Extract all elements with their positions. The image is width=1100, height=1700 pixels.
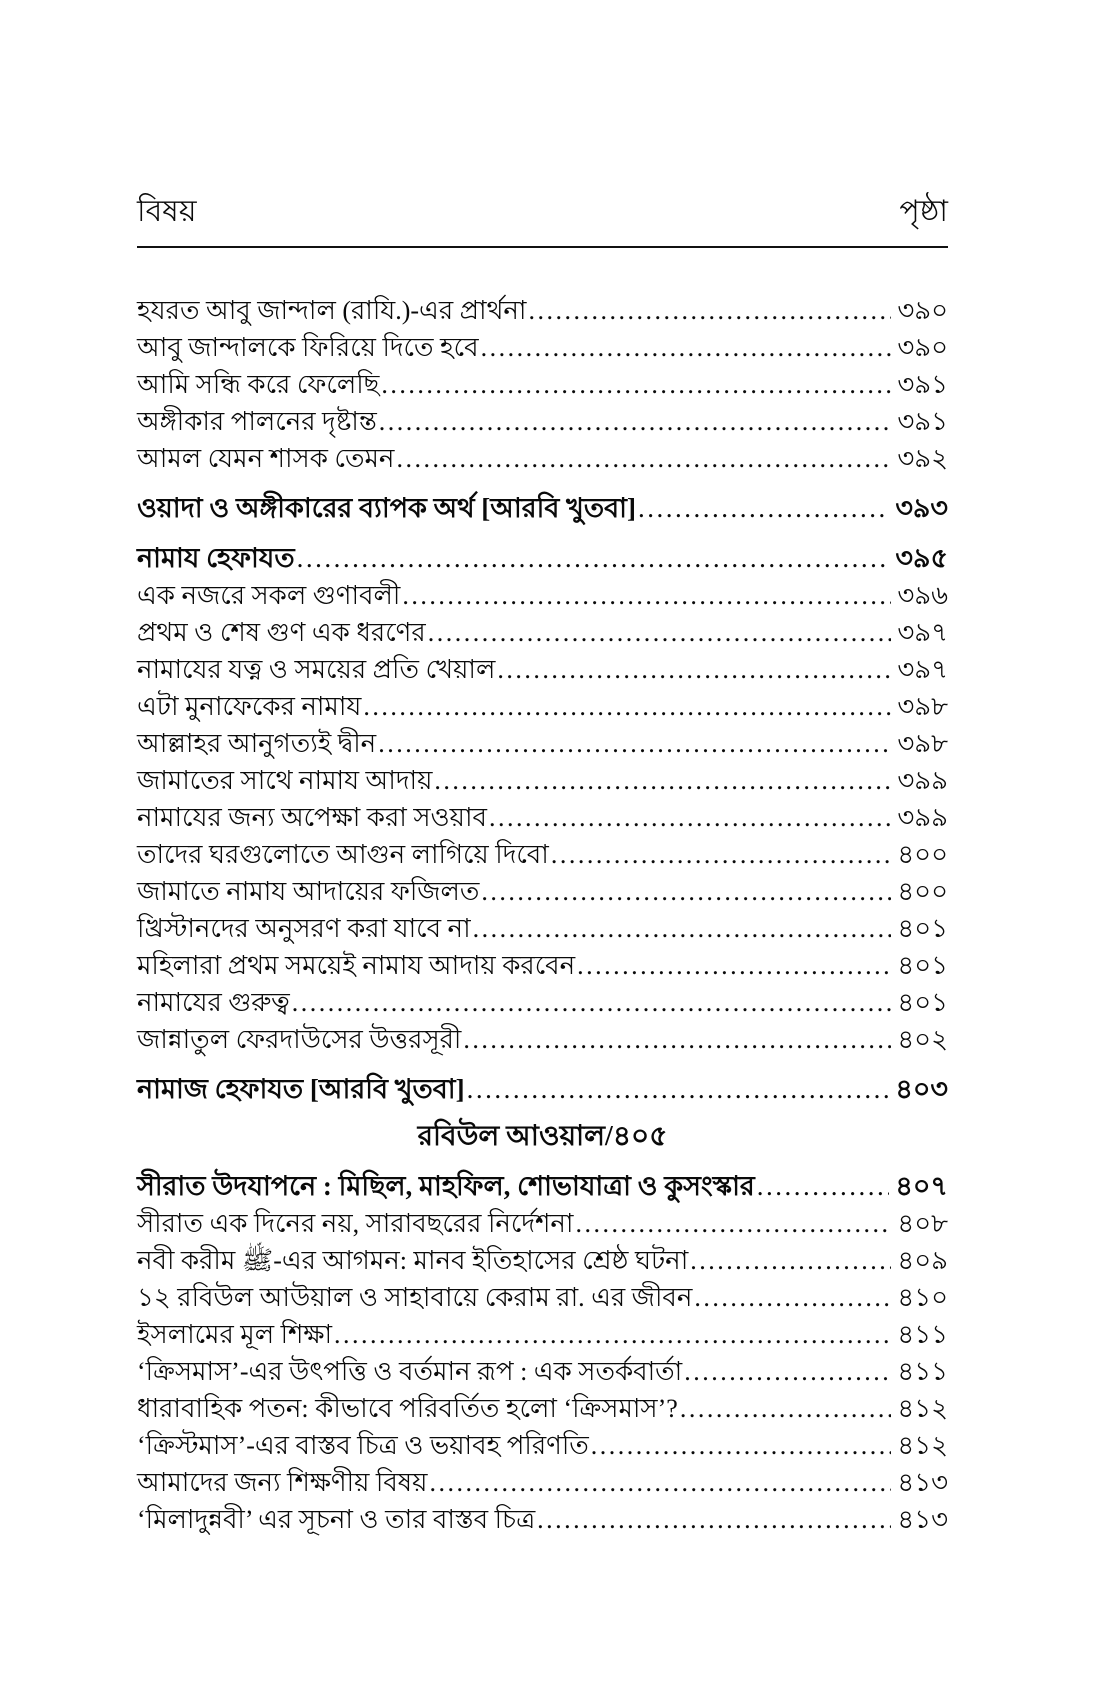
dot-leader bbox=[680, 1390, 892, 1427]
toc-entry bbox=[137, 1353, 948, 1390]
toc-entry bbox=[137, 1168, 948, 1205]
toc-entry bbox=[137, 984, 948, 1021]
toc-entry bbox=[137, 1021, 948, 1058]
toc-entry-page-number: ৪১১ bbox=[897, 1320, 948, 1349]
dot-leader bbox=[429, 1464, 891, 1501]
toc-entry-page-number: ৩৯৯ bbox=[897, 803, 948, 832]
toc-entry bbox=[137, 651, 948, 688]
dot-leader bbox=[591, 1427, 892, 1464]
toc-section-title: রবিউল আওয়াল/৪০৫ bbox=[417, 1121, 668, 1152]
dot-leader bbox=[334, 1316, 891, 1353]
dot-leader bbox=[690, 1242, 891, 1279]
dot-leader bbox=[473, 910, 892, 947]
toc-entry-title: নামাযের জন্য অপেক্ষা করা সওয়াব bbox=[137, 803, 487, 832]
toc-entry bbox=[137, 577, 948, 614]
toc-list bbox=[137, 292, 948, 1538]
toc-entry bbox=[137, 366, 948, 403]
toc-entry-page-number: ৩৯৬ bbox=[897, 581, 948, 610]
toc-entry bbox=[137, 329, 948, 366]
toc-entry-title: তাদের ঘরগুলোতে আগুন লাগিয়ে দিবো bbox=[137, 840, 549, 869]
toc-entry-title: জান্নাতুল ফেরদাউসের উত্তরসূরী bbox=[137, 1025, 462, 1054]
dot-leader bbox=[757, 1168, 890, 1205]
dot-leader bbox=[489, 799, 891, 836]
toc-entry-page-number: ৩৯৫ bbox=[895, 543, 948, 573]
toc-entry-page-number: ৩৯৮ bbox=[897, 692, 948, 721]
toc-entry bbox=[137, 688, 948, 725]
toc-entry bbox=[137, 873, 948, 910]
dot-leader bbox=[396, 440, 891, 477]
dot-leader bbox=[402, 577, 891, 614]
toc-entry bbox=[137, 292, 948, 329]
toc-entry-page-number: ৪১১ bbox=[897, 1357, 948, 1386]
toc-entry-page-number: ৩৯৩ bbox=[895, 493, 948, 523]
toc-entry bbox=[137, 1205, 948, 1242]
toc-entry-page-number: ৩৯০ bbox=[897, 296, 948, 325]
toc-entry-page-number: ৩৯২ bbox=[897, 444, 948, 473]
toc-entry bbox=[137, 836, 948, 873]
dot-leader bbox=[292, 984, 892, 1021]
toc-entry-page-number: ৩৯৯ bbox=[897, 766, 948, 795]
toc-entry-title: নবী করীম ﷺ-এর আগমন: মানব ইতিহাসের শ্রেষ্ঠ ঘটনা bbox=[137, 1246, 689, 1275]
toc-entry-page-number: ৪০৮ bbox=[897, 1209, 948, 1238]
toc-entry bbox=[137, 799, 948, 836]
dot-leader bbox=[363, 688, 891, 725]
toc-entry-page-number: ৪০১ bbox=[897, 951, 948, 980]
toc-entry-page-number: ৩৯৭ bbox=[897, 655, 948, 684]
toc-entry-page-number: ৪০৭ bbox=[895, 1171, 948, 1201]
toc-entry-page-number: ৪০০ bbox=[897, 840, 948, 869]
toc-entry-title: হযরত আবু জান্দাল (রাযি.)-এর প্রার্থনা bbox=[137, 296, 527, 325]
toc-entry bbox=[137, 490, 948, 527]
toc-entry-title: মহিলারা প্রথম সময়েই নামায আদায় করবেন bbox=[137, 951, 576, 980]
dot-leader bbox=[684, 1353, 891, 1390]
dot-leader bbox=[463, 1021, 891, 1058]
toc-entry-page-number: ৪০০ bbox=[897, 877, 948, 906]
toc-entry bbox=[137, 1316, 948, 1353]
toc-entry-title: ওয়াদা ও অঙ্গীকারের ব্যাপক অর্থ [আরবি খুতবা] bbox=[137, 493, 636, 523]
toc-entry-title: ‘ক্রিস্টমাস’-এর বাস্তব চিত্র ও ভয়াবহ পরিণতি bbox=[137, 1431, 589, 1460]
toc-entry-title: নামাযের গুরুত্ব bbox=[137, 988, 290, 1017]
dot-leader bbox=[528, 292, 891, 329]
toc-entry bbox=[137, 725, 948, 762]
toc-entry-title: আমি সন্ধি করে ফেলেছি bbox=[137, 370, 380, 399]
toc-entry bbox=[137, 1279, 948, 1316]
toc-entry-title: ধারাবাহিক পতন: কীভাবে পরিবর্তিত হলো ‘ক্রিসমাস’? bbox=[137, 1394, 678, 1423]
toc-entry-title: এক নজরে সকল গুণাবলী bbox=[137, 581, 401, 610]
dot-leader bbox=[381, 366, 891, 403]
toc-entry-title: ‘মিলাদুন্নবী’ এর সূচনা ও তার বাস্তব চিত্র bbox=[137, 1505, 536, 1534]
toc-entry-title: নামায হেফাযত bbox=[137, 543, 295, 573]
toc-entry-page-number: ৪০১ bbox=[897, 914, 948, 943]
toc-entry-title: ইসলামের মূল শিক্ষা bbox=[137, 1320, 333, 1349]
subject-column-label: বিষয় bbox=[137, 195, 197, 228]
toc-entry bbox=[137, 947, 948, 984]
toc-entry-page-number: ৪১৩ bbox=[897, 1468, 948, 1497]
toc-entry-title: সীরাত এক দিনের নয়, সারাবছরের নির্দেশনা bbox=[137, 1209, 574, 1238]
dot-leader bbox=[379, 403, 892, 440]
toc-entry-title: প্রথম ও শেষ গুণ এক ধরণের bbox=[137, 618, 426, 647]
toc-entry-title: এটা মুনাফেকের নামায bbox=[137, 692, 362, 721]
toc-entry-page-number: ৪০৩ bbox=[895, 1074, 948, 1104]
toc-entry-page-number: ৩৯১ bbox=[897, 407, 948, 436]
toc-entry-page-number: ৪১৩ bbox=[897, 1505, 948, 1534]
dot-leader bbox=[575, 1205, 891, 1242]
dot-leader bbox=[378, 725, 891, 762]
toc-entry-page-number: ৩৯৭ bbox=[897, 618, 948, 647]
toc-entry-title: আমাদের জন্য শিক্ষণীয় বিষয় bbox=[137, 1468, 428, 1497]
toc-entry bbox=[137, 1464, 948, 1501]
toc-entry-page-number: ৪১০ bbox=[897, 1283, 948, 1312]
dot-leader bbox=[694, 1279, 891, 1316]
toc-entry-title: আমল যেমন শাসক তেমন bbox=[137, 444, 395, 473]
dot-leader bbox=[428, 614, 892, 651]
dot-leader bbox=[638, 490, 889, 527]
toc-entry-page-number: ৪১২ bbox=[897, 1394, 948, 1423]
toc-entry-title: খ্রিস্টানদের অনুসরণ করা যাবে না bbox=[137, 914, 471, 943]
dot-leader bbox=[577, 947, 891, 984]
toc-entry-title: ১২ রবিউল আউয়াল ও সাহাবায়ে কেরাম রা. এর জীবন bbox=[137, 1283, 693, 1312]
toc-entry-title: সীরাত উদযাপনে : মিছিল, মাহফিল, শোভাযাত্রা ও কুসংস্কার bbox=[137, 1171, 755, 1201]
toc-entry bbox=[137, 614, 948, 651]
page-column-label: পৃষ্ঠা bbox=[899, 195, 948, 228]
toc-entry bbox=[137, 1501, 948, 1538]
toc-entry bbox=[137, 440, 948, 477]
dot-leader bbox=[481, 873, 891, 910]
header-divider bbox=[137, 246, 948, 248]
toc-entry-title: নামাজ হেফাযত [আরবি খুতবা] bbox=[137, 1074, 465, 1104]
toc-entry-page-number: ৪০১ bbox=[897, 988, 948, 1017]
toc-entry-title: নামাযের যত্ন ও সময়ের প্রতি খেয়াল bbox=[137, 655, 496, 684]
toc-entry bbox=[137, 1427, 948, 1464]
dot-leader bbox=[497, 651, 891, 688]
dot-leader bbox=[434, 762, 891, 799]
toc-entry-page-number: ৩৯৮ bbox=[897, 729, 948, 758]
toc-entry bbox=[137, 1071, 948, 1108]
toc-entry bbox=[137, 1242, 948, 1279]
toc-entry-page-number: ৩৯১ bbox=[897, 370, 948, 399]
dot-leader bbox=[551, 836, 892, 873]
toc-entry-title: জামাতের সাথে নামায আদায় bbox=[137, 766, 433, 795]
dot-leader bbox=[467, 1071, 890, 1108]
toc-entry-title: জামাতে নামায আদায়ের ফজিলত bbox=[137, 877, 480, 906]
toc-entry bbox=[137, 540, 948, 577]
toc-entry-title: আবু জান্দালকে ফিরিয়ে দিতে হবে bbox=[137, 333, 479, 362]
toc-entry bbox=[137, 403, 948, 440]
toc-entry-page-number: ৪১২ bbox=[897, 1431, 948, 1460]
dot-leader bbox=[297, 540, 890, 577]
toc-entry-page-number: ৪০২ bbox=[897, 1025, 948, 1054]
toc-entry bbox=[137, 762, 948, 799]
toc-entry-title: আল্লাহর আনুগত্যই দ্বীন bbox=[137, 729, 377, 758]
toc-entry-page-number: ৪০৯ bbox=[897, 1246, 948, 1275]
toc-entry bbox=[137, 1390, 948, 1427]
toc-entry bbox=[137, 910, 948, 947]
toc-header bbox=[137, 192, 948, 232]
toc-entry-page-number: ৩৯০ bbox=[897, 333, 948, 362]
toc-entry-title: ‘ক্রিসমাস’-এর উৎপত্তি ও বর্তমান রূপ : এক সতর্কবার্তা bbox=[137, 1357, 683, 1386]
toc-section-heading bbox=[137, 1118, 948, 1155]
dot-leader bbox=[537, 1501, 891, 1538]
toc-entry-title: অঙ্গীকার পালনের দৃষ্টান্ত bbox=[137, 407, 377, 436]
dot-leader bbox=[481, 329, 892, 366]
